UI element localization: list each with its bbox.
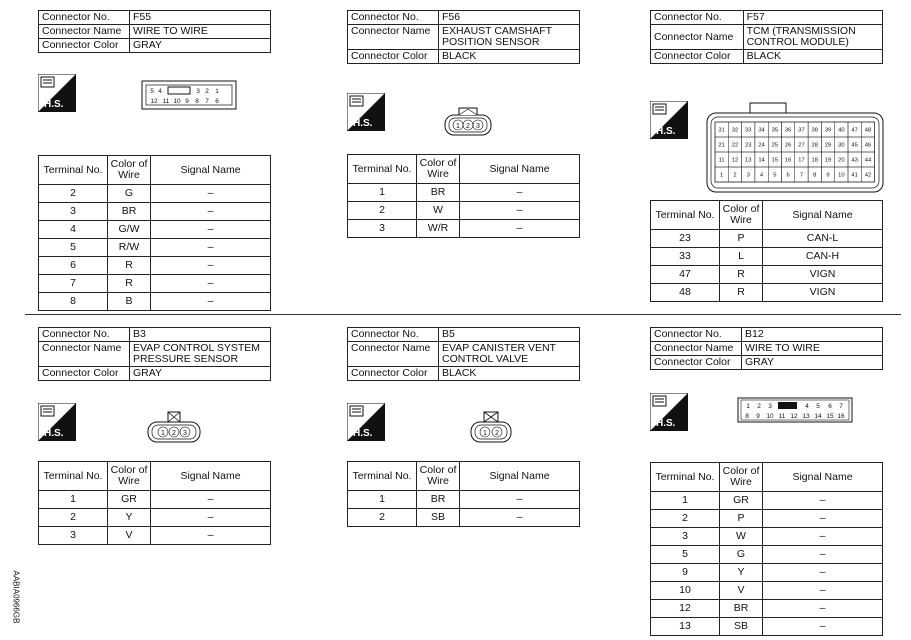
connector-no-value: F55: [130, 11, 271, 25]
pin-label: 12: [150, 98, 158, 105]
terminal-table-f55: [38, 155, 271, 311]
pin-label: 2: [757, 403, 761, 410]
pin-label: 26: [784, 142, 792, 149]
connector-name-value: WIRE TO WIRE: [130, 25, 271, 39]
hs-harness-side-icon: [38, 74, 76, 112]
table-row: 48 R VIGN: [651, 284, 883, 302]
pin-label: 36: [784, 127, 792, 134]
pin-label: 8: [745, 413, 749, 420]
pin-label: 1: [720, 172, 724, 179]
connector-name-value: WIRE TO WIRE: [742, 342, 883, 356]
connector-no-value: B5: [439, 328, 580, 342]
connector-color-label: Connector Color: [651, 356, 742, 370]
pin-label: 13: [745, 157, 752, 164]
table-row: 47 R VIGN: [651, 266, 883, 284]
pin-label: 6: [786, 172, 790, 179]
connector-no-label: Connector No.: [39, 11, 130, 25]
table-row: 9 Y –: [651, 564, 883, 582]
pin-label: 15: [771, 157, 779, 164]
pin-label: 11: [162, 98, 170, 105]
pin-label: 23: [745, 142, 752, 149]
pin-label: 27: [798, 142, 805, 149]
wire-color-header: Color of Wire: [720, 463, 763, 492]
pin-label: 32: [731, 127, 739, 134]
connector-color-label: Connector Color: [39, 39, 130, 53]
hs-label: H.S.: [656, 418, 676, 429]
table-row: 1 BR –: [348, 184, 580, 202]
connector-face-f56: [443, 105, 493, 137]
connector-info-table: [347, 10, 580, 64]
table-row: 1 GR –: [39, 491, 271, 509]
table-row: 5 R/W –: [39, 239, 271, 257]
table-row: 3 W –: [651, 528, 883, 546]
pin-label: 38: [811, 127, 818, 134]
pin-label: 11: [718, 157, 725, 164]
pin-label: 34: [758, 127, 765, 134]
connector-no-value: B12: [742, 328, 883, 342]
terminal-no-header: Terminal No.: [348, 462, 417, 491]
hs-label: H.S.: [44, 428, 64, 439]
connector-name-value: EVAP CANISTER VENT CONTROL VALVE: [439, 342, 580, 367]
connector-info-table: [650, 327, 883, 370]
connector-name-label: Connector Name: [348, 342, 439, 367]
pin-label: 30: [838, 142, 845, 149]
pin-label: 13: [802, 413, 810, 420]
connector-color-label: Connector Color: [348, 367, 439, 381]
hs-harness-side-icon: [38, 403, 76, 441]
pin-label: 44: [864, 157, 872, 164]
terminal-no-header: Terminal No.: [39, 462, 108, 491]
connector-name-value: EXHAUST CAMSHAFT POSITION SENSOR: [439, 25, 580, 50]
pin-label: 9: [756, 413, 760, 420]
connector-name-label: Connector Name: [651, 25, 744, 50]
pin-label: 8: [195, 98, 199, 105]
table-row: 2 SB –: [348, 509, 580, 527]
connector-color-label: Connector Color: [651, 50, 744, 64]
pin-label: 14: [758, 157, 765, 164]
pin-label: 40: [838, 127, 845, 134]
table-row: 2 Y –: [39, 509, 271, 527]
table-row: 1 BR –: [348, 491, 580, 509]
table-row: 13 SB –: [651, 618, 883, 636]
pin-label: 2: [733, 172, 737, 179]
hs-harness-side-icon: [650, 101, 688, 139]
terminal-table-b3: [38, 461, 271, 545]
pin-label: 14: [814, 413, 822, 420]
signal-name-header: Signal Name: [151, 156, 271, 185]
table-row: 23 P CAN-L: [651, 230, 883, 248]
pin-label: 2: [495, 430, 499, 437]
hs-label: H.S.: [656, 126, 676, 137]
hs-harness-side-icon: [347, 93, 385, 131]
terminal-table-b12: [650, 462, 883, 636]
signal-name-header: Signal Name: [460, 155, 580, 184]
pin-label: 25: [771, 142, 779, 149]
wire-color-header: Color of Wire: [417, 155, 460, 184]
pin-label: 1: [161, 430, 165, 437]
pin-label: 46: [864, 142, 872, 149]
pin-label: 39: [824, 127, 832, 134]
pin-label: 1: [456, 123, 460, 130]
pin-label: 4: [158, 88, 162, 95]
table-row: 5 G –: [651, 546, 883, 564]
connector-color-value: BLACK: [743, 50, 882, 64]
pin-label: 29: [824, 142, 832, 149]
connector-color-value: GRAY: [742, 356, 883, 370]
signal-name-header: Signal Name: [763, 463, 883, 492]
pin-label: 4: [759, 172, 764, 179]
table-row: 2 G –: [39, 185, 271, 203]
connector-color-label: Connector Color: [348, 50, 439, 64]
connector-no-label: Connector No.: [348, 328, 439, 342]
hs-label: H.S.: [353, 118, 373, 129]
connector-info-table: [347, 327, 580, 381]
connector-name-label: Connector Name: [348, 25, 439, 50]
connector-face-b5: [469, 410, 513, 444]
connector-no-label: Connector No.: [39, 328, 130, 342]
connector-panel-b12: [650, 327, 885, 632]
connector-info-table: [38, 10, 271, 53]
connector-no-value: F57: [743, 11, 882, 25]
pin-label: 3: [746, 172, 750, 179]
table-row: 6 R –: [39, 257, 271, 275]
hs-harness-side-icon: [650, 393, 688, 431]
connector-no-value: F56: [439, 11, 580, 25]
pin-label: 24: [758, 142, 765, 149]
terminal-no-header: Terminal No.: [651, 201, 720, 230]
connector-name-label: Connector Name: [39, 25, 130, 39]
pin-label: 10: [173, 98, 181, 105]
pin-label: 16: [837, 413, 845, 420]
pin-label: 2: [466, 123, 470, 130]
pin-label: 16: [784, 157, 792, 164]
signal-name-header: Signal Name: [460, 462, 580, 491]
pin-label: 17: [798, 157, 805, 164]
connector-info-table: [650, 10, 883, 64]
table-row: 2 W –: [348, 202, 580, 220]
table-row: 3 BR –: [39, 203, 271, 221]
pin-label: 7: [205, 98, 209, 105]
pin-label: 47: [851, 127, 858, 134]
pin-label: 4: [805, 403, 809, 410]
connector-name-value: EVAP CONTROL SYSTEM PRESSURE SENSOR: [130, 342, 271, 367]
terminal-table-b5: [347, 461, 580, 527]
connector-panel-b5: [347, 327, 582, 523]
table-row: 12 BR –: [651, 600, 883, 618]
connector-panel-f55: [38, 10, 273, 307]
connector-info-table: [38, 327, 271, 381]
connector-no-label: Connector No.: [651, 328, 742, 342]
pin-label: 42: [864, 172, 872, 179]
pin-label: 19: [824, 157, 832, 164]
pin-label: 10: [838, 172, 845, 179]
connector-face-b12: [737, 397, 853, 423]
pin-label: 1: [215, 88, 219, 95]
pin-label: 3: [183, 430, 187, 437]
connector-name-value: TCM (TRANSMISSION CONTROL MODULE): [743, 25, 882, 50]
pin-label: 12: [790, 413, 798, 420]
table-row: 2 P –: [651, 510, 883, 528]
connector-color-value: BLACK: [439, 50, 580, 64]
pin-label: 33: [745, 127, 752, 134]
pin-label: 43: [851, 157, 858, 164]
pin-label: 9: [185, 98, 189, 105]
hs-label: H.S.: [353, 428, 373, 439]
pin-label: 21: [718, 142, 725, 149]
pin-label: 15: [826, 413, 834, 420]
pin-label: 28: [811, 142, 818, 149]
pin-label: 10: [766, 413, 774, 420]
pin-label: 11: [778, 413, 786, 420]
connector-face-f57: [705, 102, 885, 194]
pin-label: 7: [839, 403, 843, 410]
wire-color-header: Color of Wire: [108, 462, 151, 491]
terminal-no-header: Terminal No.: [348, 155, 417, 184]
pin-label: 22: [731, 142, 739, 149]
table-row: 1 GR –: [651, 492, 883, 510]
pin-label: 20: [838, 157, 845, 164]
figure-id: AABIA0966GB: [11, 570, 21, 624]
signal-name-header: Signal Name: [763, 201, 883, 230]
connector-color-label: Connector Color: [39, 367, 130, 381]
connector-face-f55: [141, 80, 237, 110]
hs-harness-side-icon: [347, 403, 385, 441]
pin-label: 6: [828, 403, 832, 410]
section-divider: [25, 314, 901, 315]
pin-label: 37: [798, 127, 805, 134]
table-row: 7 R –: [39, 275, 271, 293]
connector-panel-f57: [650, 10, 885, 298]
pin-label: 18: [811, 157, 818, 164]
wire-color-header: Color of Wire: [720, 201, 763, 230]
table-row: 8 B –: [39, 293, 271, 311]
terminal-no-header: Terminal No.: [39, 156, 108, 185]
connector-no-label: Connector No.: [348, 11, 439, 25]
pin-label: 2: [172, 430, 176, 437]
table-row: 3 W/R –: [348, 220, 580, 238]
connector-color-value: GRAY: [130, 367, 271, 381]
pin-label: 31: [718, 127, 725, 134]
pin-label: 35: [771, 127, 779, 134]
connector-color-value: BLACK: [439, 367, 580, 381]
pin-label: 2: [205, 88, 209, 95]
pin-label: 3: [196, 88, 200, 95]
wire-color-header: Color of Wire: [108, 156, 151, 185]
connector-color-value: GRAY: [130, 39, 271, 53]
wire-color-header: Color of Wire: [417, 462, 460, 491]
connector-panel-f56: [347, 10, 582, 234]
pin-label: 41: [851, 172, 858, 179]
terminal-table-f57: [650, 200, 883, 302]
pin-label: 45: [851, 142, 858, 149]
hs-label: H.S.: [44, 99, 64, 110]
pin-label: 3: [768, 403, 772, 410]
signal-name-header: Signal Name: [151, 462, 271, 491]
pin-label: 7: [799, 172, 804, 179]
table-row: 4 G/W –: [39, 221, 271, 239]
connector-no-value: B3: [130, 328, 271, 342]
connector-panel-b3: [38, 327, 273, 541]
pin-label: 5: [150, 88, 154, 95]
pin-label: 48: [864, 127, 872, 134]
pin-label: 5: [773, 172, 777, 179]
connector-name-label: Connector Name: [39, 342, 130, 367]
pin-label: 8: [813, 172, 817, 179]
pin-label: 9: [826, 172, 830, 179]
table-row: 33 L CAN-H: [651, 248, 883, 266]
pin-label: 1: [483, 430, 487, 437]
pin-label: 3: [476, 123, 480, 130]
connector-no-label: Connector No.: [651, 11, 744, 25]
pin-label: 1: [746, 403, 750, 410]
table-row: 10 V –: [651, 582, 883, 600]
pin-label: 6: [215, 98, 219, 105]
connector-face-b3: [146, 410, 202, 444]
pin-label: 12: [731, 157, 739, 164]
connector-name-label: Connector Name: [651, 342, 742, 356]
terminal-no-header: Terminal No.: [651, 463, 720, 492]
pin-label: 5: [816, 403, 820, 410]
table-row: 3 V –: [39, 527, 271, 545]
terminal-table-f56: [347, 154, 580, 238]
